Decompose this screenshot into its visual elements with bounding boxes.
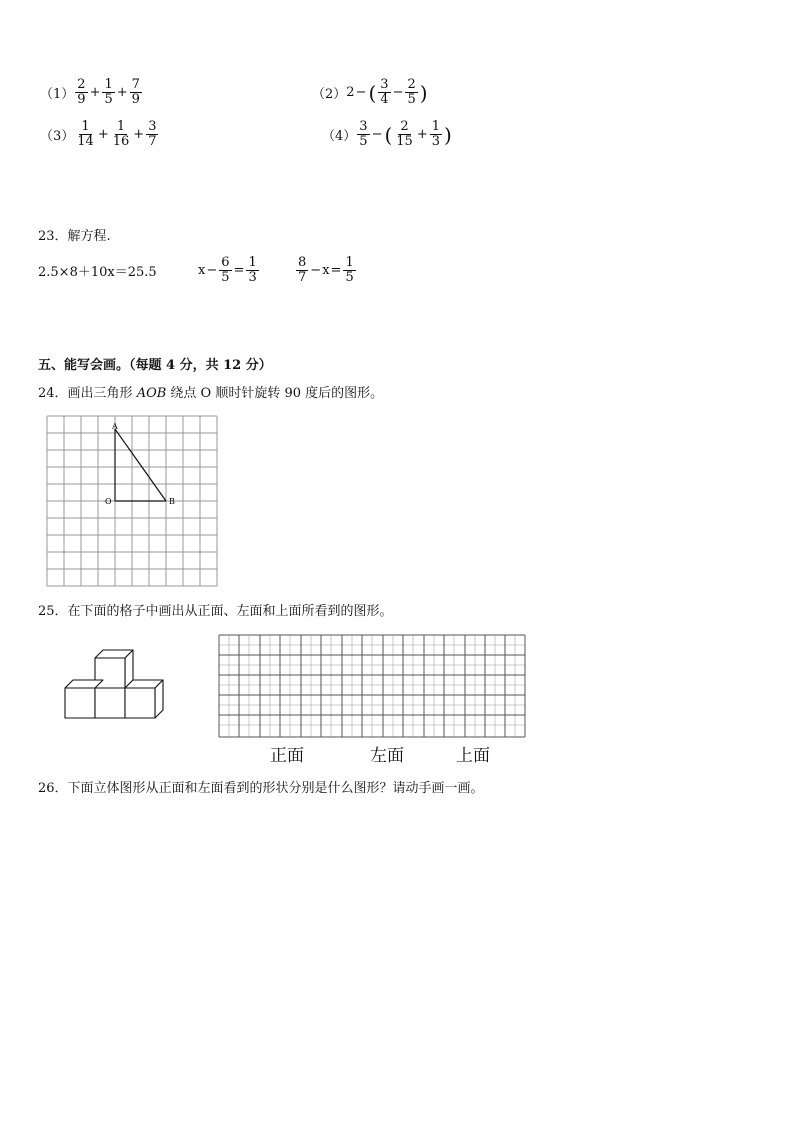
fraction: $\frac{7}{9}$ (131, 77, 140, 107)
item-label: （3） (40, 129, 75, 144)
view-label-top: 上面 (456, 746, 490, 766)
section-title: 五、能写会画。（每题 4 分，共 12 分） (38, 358, 272, 373)
fraction: $\frac{3}{4}$ (380, 77, 389, 107)
fraction: $\frac{1}{5}$ (104, 77, 113, 107)
q23-equation-3: $\frac{8}{7}$ − x = $\frac{1}{5}$ (298, 255, 354, 285)
fraction: $\frac{2}{15}$ (396, 119, 413, 149)
triangle-aob (115, 429, 166, 501)
view-label-front: 正面 (270, 746, 304, 766)
q25-text: 25．在下面的格子中画出从正面、左面和上面所看到的图形。 (38, 604, 393, 619)
q24-grid-figure (46, 415, 218, 587)
fraction: $\frac{1}{16}$ (112, 119, 130, 149)
point-label-a: A (112, 422, 118, 431)
segment-ab (115, 429, 166, 501)
fraction: $\frac{2}{5}$ (407, 77, 416, 107)
fraction: $\frac{3}{5}$ (359, 119, 368, 149)
q23-equation-2: x − $\frac{6}{5}$ = $\frac{1}{3}$ (198, 255, 257, 285)
fraction: $\frac{1}{3}$ (431, 119, 441, 149)
fraction: $\frac{3}{7}$ (148, 119, 157, 149)
q22-item-2: （2） 2 − ( $\frac{3}{4}$ − $\frac{2}{5}$ ) (312, 77, 428, 107)
q22-item-4: （4） $\frac{3}{5}$ − ( $\frac{2}{15}$ + $\frac{1}{3}$ ) (322, 119, 452, 149)
item-label: （4） (322, 129, 357, 144)
item-label: （1） (40, 87, 75, 102)
fraction: $\frac{1}{3}$ (248, 255, 257, 285)
fraction: $\frac{1}{5}$ (345, 255, 354, 285)
q24-text: 24．画出三角形 AOB 绕点 O 顺时针旋转 90 度后的图形。 (38, 386, 384, 401)
fraction: $\frac{8}{7}$ (298, 255, 307, 285)
fraction: $\frac{1}{14}$ (77, 119, 94, 149)
point-label-o: O (105, 497, 112, 506)
fraction: $\frac{6}{5}$ (221, 255, 230, 285)
q22-item-3: （3） $\frac{1}{14}$ + $\frac{1}{16}$ + $\frac{3}{7}$ (40, 119, 157, 149)
item-label: （2） (312, 87, 347, 102)
q25-cube-figure (60, 646, 170, 722)
q25-drawing-grid[interactable] (218, 634, 526, 738)
q26-text: 26．下面立体图形从正面和左面看到的形状分别是什么图形？请动手画一画。 (38, 781, 484, 796)
q23-title: 23．解方程. (38, 229, 111, 244)
q22-item-1: （1） $\frac{2}{9}$ + $\frac{1}{5}$ + $\frac{7}{9}$ (40, 77, 140, 107)
q23-equation-1: 2.5×8＋10x＝25.5 (38, 265, 157, 280)
fraction: $\frac{2}{9}$ (77, 77, 86, 107)
view-label-left: 左面 (370, 746, 404, 766)
point-label-b: B (169, 497, 175, 506)
